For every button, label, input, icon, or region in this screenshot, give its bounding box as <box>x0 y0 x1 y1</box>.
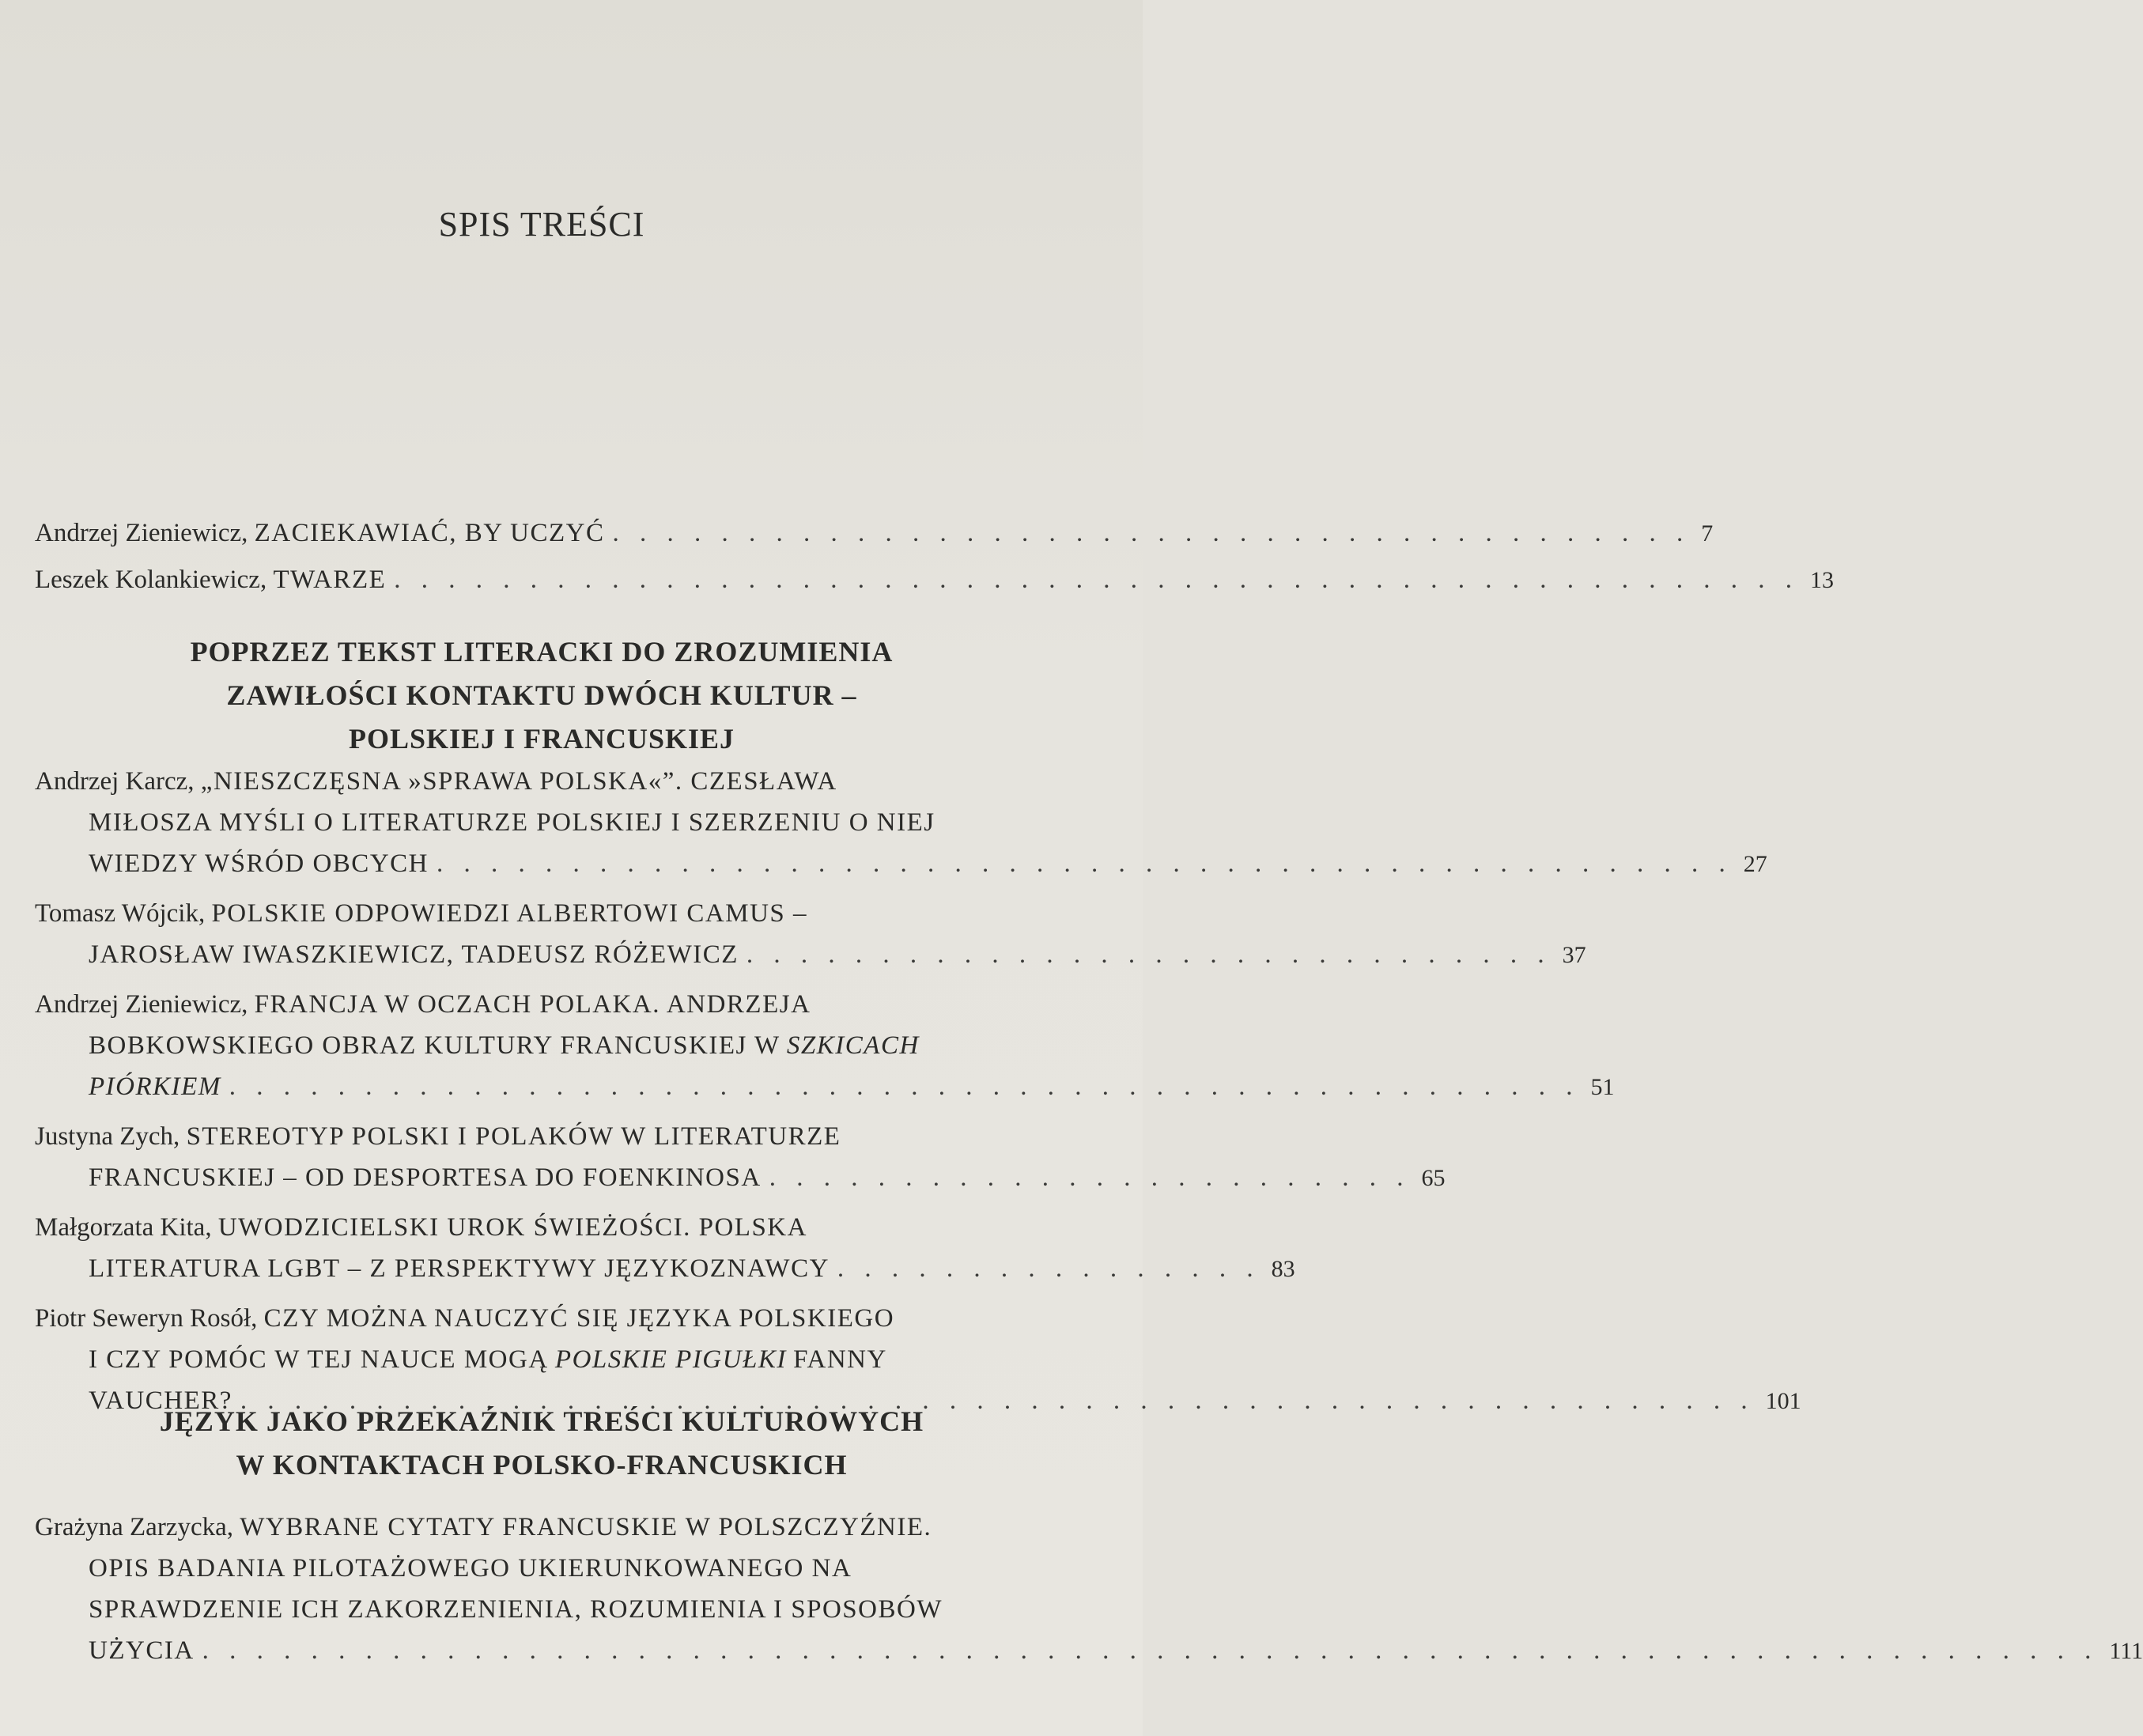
entry-title: TWARZE <box>273 565 387 594</box>
toc-entry[interactable] <box>35 1116 1446 1199</box>
entry-title: WYBRANE CYTATY FRANCUSKIE W POLSZCZYŹNIE. <box>240 1513 932 1541</box>
entry-author: Justyna Zych, <box>35 1122 180 1151</box>
page-number: 83 <box>1271 1256 1295 1282</box>
toc-entry[interactable] <box>35 761 1767 885</box>
dot-leader: . . . . . . . . . . . . . . . . . . . . . . . . . . . . . . . . . . . . . . . . . . . . . . . . . . . . . . . . <box>240 1386 1755 1415</box>
section-heading-line: ZAWIŁOŚCI KONTAKTU DWÓCH KULTUR – <box>226 679 857 711</box>
dot-leader: . . . . . . . . . . . . . . . . . . . . . . . . . . . . . . . . . . . . . . . . . . . . . . . . <box>437 849 1733 878</box>
entry-author: Małgorzata Kita, <box>35 1213 212 1242</box>
section-heading-line: W KONTAKTACH POLSKO-FRANCUSKICH <box>236 1449 848 1481</box>
entry-title-line: JAROSŁAW IWASZKIEWICZ, TADEUSZ RÓŻEWICZ <box>89 940 739 969</box>
section-heading <box>0 630 1083 761</box>
toc-intro <box>35 512 1835 601</box>
entry-title: FRANCJA W OCZACH POLAKA. ANDRZEJA <box>254 990 811 1019</box>
section-heading-line: POPRZEZ TEKST LITERACKI DO ZROZUMIENIA <box>190 636 894 668</box>
entry-title: STEREOTYP POLSKI I POLAKÓW W LITERATURZE <box>186 1122 841 1151</box>
page-number: 101 <box>1765 1388 1801 1414</box>
toc-section2 <box>35 1507 2143 1672</box>
entry-title: UWODZICIELSKI UROK ŚWIEŻOŚCI. POLSKA <box>217 1213 807 1242</box>
toc-entry[interactable] <box>35 984 1615 1108</box>
entry-title-line: OPIS BADANIA PILOTAŻOWEGO UKIERUNKOWANEGO NA <box>89 1554 852 1583</box>
section-heading <box>0 1400 1083 1487</box>
entry-title-line: I CZY POMÓC W TEJ NAUCE MOGĄ <box>89 1345 549 1374</box>
dot-leader: . . . . . . . . . . . . . . . . . . . . . . . . . . . . . . . . . . . . . . . . . . . . . . . . . . <box>229 1072 1580 1101</box>
dot-leader: . . . . . . . . . . . . . . . . . . . . . . . . . . . . . . . . . . . . . . . . <box>612 519 1691 547</box>
dot-leader: . . . . . . . . . . . . . . . . <box>837 1254 1260 1283</box>
page-title: SPIS TREŚCI <box>438 205 645 244</box>
toc-entry[interactable] <box>35 893 1586 976</box>
dot-leader: . . . . . . . . . . . . . . . . . . . . . . . . <box>769 1163 1411 1192</box>
dot-leader: . . . . . . . . . . . . . . . . . . . . . . . . . . . . . . <box>746 940 1552 969</box>
entry-title-italic: SZKICACH <box>786 1031 920 1060</box>
section-heading-line: JĘZYK JAKO PRZEKAŹNIK TREŚCI KULTUROWYCH <box>159 1405 924 1437</box>
entry-title-line: FRANCUSKIEJ – OD DESPORTESA DO FOENKINOSA <box>89 1163 762 1192</box>
page-number: 111 <box>2109 1638 2143 1664</box>
toc-entry[interactable] <box>35 1207 1295 1290</box>
page-number: 7 <box>1701 520 1714 547</box>
toc-entry[interactable] <box>35 512 1714 554</box>
entry-author: Andrzej Zieniewicz, <box>35 990 248 1019</box>
entry-author: Andrzej Karcz, <box>35 767 195 796</box>
entry-title-line: LITERATURA LGBT – Z PERSPEKTYWY JĘZYKOZNAWCY <box>89 1254 830 1283</box>
entry-title-line: VAUCHER? <box>89 1386 232 1415</box>
toc-entry[interactable] <box>35 559 1835 601</box>
entry-author: Tomasz Wójcik, <box>35 899 206 928</box>
entry-title: POLSKIE ODPOWIEDZI ALBERTOWI CAMUS – <box>211 899 808 928</box>
page-number: 65 <box>1421 1165 1446 1191</box>
entry-author: Piotr Seweryn Rosół, <box>35 1304 258 1333</box>
entry-title: „NIESZCZĘSNA »SPRAWA POLSKA«”. CZESŁAWA <box>200 767 837 796</box>
entry-title-line: MIŁOSZA MYŚLI O LITERATURZE POLSKIEJ I SZERZENIU O NIEJ <box>89 808 935 837</box>
entry-author: Grażyna Zarzycka, <box>35 1513 233 1541</box>
entry-author: Leszek Kolankiewicz, <box>35 565 267 594</box>
entry-title-line: SPRAWDZENIE ICH ZAKORZENIENIA, ROZUMIENIA I SPOSOBÓW <box>89 1595 943 1624</box>
entry-title-line: BOBKOWSKIEGO OBRAZ KULTURY FRANCUSKIEJ W <box>89 1031 780 1060</box>
page-number: 13 <box>1810 567 1835 593</box>
page-number: 51 <box>1590 1074 1615 1100</box>
dot-leader: . . . . . . . . . . . . . . . . . . . . . . . . . . . . . . . . . . . . . . . . . . . . . . . . . . . . . . . . . . . . . . . . . . . . . . <box>202 1636 2099 1665</box>
entry-author: Andrzej Zieniewicz, <box>35 519 248 547</box>
entry-title-italic: PIÓRKIEM <box>89 1072 221 1101</box>
toc-section1 <box>35 761 1801 1422</box>
page-number: 37 <box>1562 942 1586 968</box>
entry-title-line: UŻYCIA <box>89 1636 195 1665</box>
section-heading-line: POLSKIEJ I FRANCUSKIEJ <box>348 723 735 755</box>
entry-title-line: FANNY <box>793 1345 887 1374</box>
dot-leader: . . . . . . . . . . . . . . . . . . . . . . . . . . . . . . . . . . . . . . . . . . . . . . . . . . . . <box>394 565 1800 594</box>
entry-title: CZY MOŻNA NAUCZYĆ SIĘ JĘZYKA POLSKIEGO <box>263 1304 895 1333</box>
entry-title: ZACIEKAWIAĆ, BY UCZYĆ <box>254 519 605 547</box>
entry-title-line: WIEDZY WŚRÓD OBCYCH <box>89 849 429 878</box>
toc-entry[interactable] <box>35 1507 2143 1672</box>
entry-title-italic: POLSKIE PIGUŁKI <box>554 1345 787 1374</box>
page-number: 27 <box>1743 851 1767 877</box>
